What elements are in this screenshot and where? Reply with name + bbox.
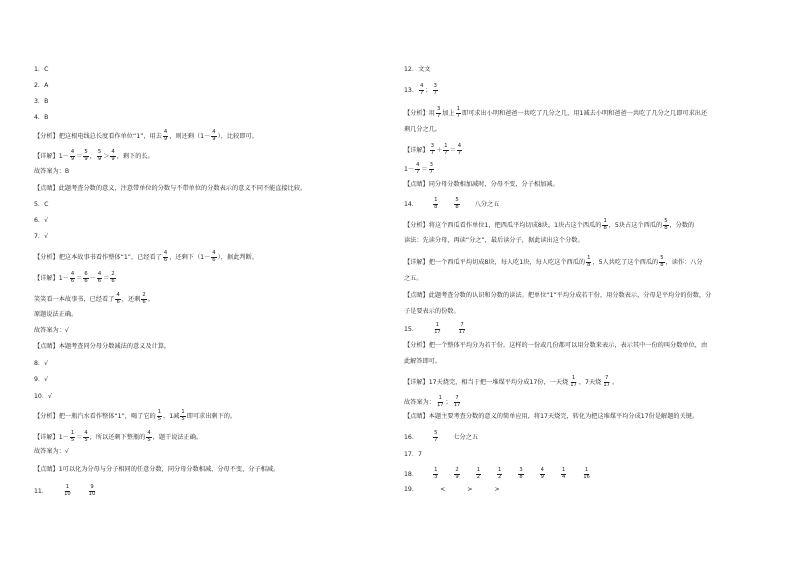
fraction [456,107,461,119]
text-run: 14． [404,201,419,209]
denominator: 6 [163,256,168,263]
text-run: 。 [147,296,154,304]
right-line [404,358,441,366]
fraction-sequence-item [476,468,481,480]
numerator: 1 [157,409,162,415]
text-run: 此解答即可。 [404,358,442,365]
text-run: ，则还剩（1－ [169,133,211,141]
numerator: 4 [147,430,151,436]
denominator: 17 [434,328,441,335]
fraction [436,107,441,119]
denominator: 2 [476,473,480,480]
fraction [163,130,168,142]
numerator: 5 [434,430,438,436]
text-run: 1－ [404,166,415,174]
left-line [34,150,154,162]
fraction [141,293,146,305]
fraction-sequence-item [582,468,591,480]
text-run: 13． [404,87,419,95]
text-run: 【详解】1－ [34,153,69,161]
text-run: ＝ [103,275,110,283]
text-run: ＝ [421,166,428,174]
left-line [34,393,52,401]
text-run: 笑笑看一本故事书，已经看了 [34,296,115,304]
fraction [458,323,467,335]
text-run: 即可求出小明和爸爸一共吃了几分之几，用1减去小明和爸爸一共吃了几分之几即可求出还 [461,110,708,118]
numerator: 5 [97,149,102,155]
left-line [34,431,202,443]
fraction-sequence-item [518,468,523,480]
fraction [211,251,216,263]
text-run: 故答案为：B [34,168,70,175]
text-run: 7．√ [34,233,49,240]
text-run: 【分析】将这个西瓜看作单位1，把西瓜平均切成8块，1块占这个西瓜的 [404,222,602,230]
text-run: 原题说法正确。 [34,311,78,318]
left-line [34,201,48,209]
denominator: 17 [436,401,444,408]
text-run: ＝ [449,147,456,155]
left-line [34,217,48,225]
numerator: 4 [540,467,544,473]
text-run: 15． [404,326,419,334]
fraction [110,150,115,162]
right-line [404,308,460,316]
numerator: 7 [605,375,609,381]
denominator: 7 [436,112,441,119]
comparison-sign: > [467,486,473,493]
fraction-sequence-item [433,468,438,480]
text-run: 4．B [34,114,49,121]
fraction [70,272,75,284]
fraction [433,84,438,96]
fraction [211,130,216,142]
right-line [404,84,439,96]
numerator: 1 [65,484,70,490]
numerator: 2 [455,467,459,473]
left-line [34,66,48,74]
numerator: 7 [455,395,459,401]
numerator: 1 [434,197,438,203]
text-run: ，剩下的长。 [116,153,154,161]
denominator: 7 [434,436,438,443]
right-line [404,107,707,119]
numerator: 4 [116,292,120,298]
text-run: 2．A [34,82,49,89]
text-run: 17．7 [404,451,422,458]
right-line [404,219,694,231]
text-run: 【点睛】本题主要考查分数的意义的简单应用，将17天烧完，转化为把这堆煤平均分成17份是解题的关键。 [404,413,699,420]
fraction [115,293,120,305]
numerator: 4 [212,250,216,256]
numerator: 4 [84,430,88,436]
fraction-sequence-item [454,468,459,480]
denominator: 17 [603,381,610,388]
right-line [404,323,467,335]
denominator: 9 [540,473,544,480]
numerator: 1 [498,467,502,473]
text-run: 故答案为： [404,399,435,407]
text-run: ，还剩下（1－ [169,254,211,262]
text-run: 【点睛】本题考查同分母分数减法的意义及计算。 [34,343,171,350]
right-line [404,413,698,421]
left-line [34,327,69,335]
left-line [34,410,236,422]
denominator: 6 [212,256,216,263]
denominator: 9 [97,155,102,162]
text-run: 八分之五 [474,201,500,209]
text-run: 加上 [442,110,455,118]
right-line [404,275,423,283]
text-run: ，题干说法正确。 [152,434,203,442]
left-line [34,466,279,474]
denominator: 5 [84,436,88,443]
text-run: 【详解】1－ [34,434,69,442]
left-line [34,376,48,384]
denominator: 7 [429,168,433,175]
text-run: ＞ [103,153,110,161]
numerator: 6 [84,271,88,277]
text-run: ），据此判断。 [217,254,258,262]
text-run: 11． [34,488,49,496]
fraction [97,272,102,284]
left-line [34,114,48,122]
numerator: 4 [420,83,424,89]
text-run: ，分数的 [669,222,695,230]
text-run: ＝ [76,434,83,442]
denominator: 2 [498,473,502,480]
numerator: 5 [84,149,88,155]
denominator: 6 [142,298,146,305]
left-line [34,293,154,305]
text-run: 9．√ [34,376,49,383]
denominator: 17 [570,381,577,388]
right-line [404,66,430,74]
text-run: 6．√ [34,217,49,224]
numerator: 1 [603,218,607,224]
numerator: 4 [163,250,168,256]
text-run: ），比较即可。 [217,133,258,141]
fraction [602,376,611,388]
fraction [443,144,448,156]
fraction [659,256,664,268]
fraction [663,219,668,231]
fraction [97,150,102,162]
denominator: 5 [147,436,151,443]
comparison-sign: < [440,486,446,493]
numerator: 1 [435,322,440,328]
denominator: 6 [97,277,102,284]
left-line [34,448,69,456]
denominator: 8 [664,224,668,231]
text-run: ＝ [76,153,83,161]
numerator: 3 [436,106,441,112]
text-run: ，还剩 [121,296,141,304]
numerator: 4 [111,149,115,155]
right-line [404,376,618,388]
numerator: 1 [444,143,448,149]
numerator: 4 [70,149,75,155]
fraction-sequence-item [497,468,502,480]
left-line [34,168,69,176]
numerator: 4 [163,129,168,135]
right-line [404,431,478,443]
denominator: 6 [111,277,115,284]
text-run: ，5人共吃了这个西瓜的 [592,259,659,267]
numerator: 4 [212,129,216,135]
fraction-sequence-item [561,468,566,480]
text-run: 【详解】1－ [34,275,69,283]
fraction [429,163,434,175]
left-line [34,130,258,142]
text-run: ，读作：八分 [665,259,703,267]
denominator: 8 [519,473,523,480]
fraction [433,323,442,335]
left-line [34,485,97,497]
fraction [602,219,607,231]
numerator: 1 [584,467,589,473]
left-line [34,233,48,241]
numerator: 5 [455,197,459,203]
text-run: 8．√ [34,360,49,367]
right-line [404,126,441,134]
numerator: 1 [70,430,75,436]
text-run: 【点睛】1可以化为分母与分子相同的任意分数，同分母分数相减，分母不变，分子相减。 [34,466,280,473]
item-number: 18． [404,471,419,479]
denominator: 5 [70,436,75,443]
left-line [34,251,258,263]
denominator: 17 [453,401,461,408]
denominator: 7 [456,112,460,119]
left-line [34,185,306,193]
left-line [34,360,48,368]
numerator: 4 [416,162,420,168]
right-line [404,256,703,268]
text-run: 【点睛】此题考查分数的意义，注意带单位的分数与不带单位的分数表示的意义不同不能直接比较。 [34,185,307,192]
numerator: 5 [660,255,664,261]
fraction [146,431,151,443]
denominator: 7 [433,89,437,96]
text-run: 七分之五 [453,434,479,442]
text-run: 【点睛】此题考查分数的认识和分数的读法。把单位“1”平均分成若干份，用分数表示，分母是平均分的份数，分 [404,292,712,299]
text-run: ＝ [76,275,83,283]
denominator: 10 [64,490,71,497]
text-run: ，1减 [163,413,180,421]
text-run: 【详解】17天烧完，相当于把一堆煤平均分成17份，一天烧 [404,379,569,387]
text-run: 【分析】把这本故事书看作整体“1”，已经看了 [34,254,162,262]
fraction [157,410,162,422]
text-run: 子是要表示的份数。 [404,308,460,315]
denominator: 8 [587,261,591,268]
text-run: 【分析】把一个整体平均分为若干份，这样的一份或几份都可以用分数来表示，表示其中一份的叫分数单位，由 [404,342,708,349]
fraction [180,410,185,422]
denominator: 7 [444,149,448,156]
left-line [34,343,170,351]
fraction-sequence-item [540,468,545,480]
right-line [404,342,707,350]
text-run: ，所以还剩下整瓶的 [89,434,146,442]
denominator: 16 [583,473,590,480]
denominator: 8 [603,224,607,231]
numerator: 9 [90,484,94,490]
fraction [419,84,424,96]
text-run: 读法：先读分母，再读“分之”，最后读分子，据此读出这个分数。 [404,237,584,244]
text-run: ＋ [436,147,443,155]
right-line [404,292,711,300]
text-run: 5．C [34,201,49,208]
denominator: 17 [458,328,466,335]
denominator: 9 [70,155,75,162]
text-run: 12．文文 [404,66,431,73]
denominator: 9 [84,155,88,162]
numerator: 2 [111,271,115,277]
fraction [430,144,435,156]
denominator: 3 [434,473,438,480]
text-run: ，7天烧 [578,379,602,387]
left-line [34,311,77,319]
numerator: 1 [587,255,591,261]
fraction [110,272,115,284]
fraction [70,431,75,443]
item-number: 19． [404,486,419,493]
denominator: 9 [455,473,459,480]
numerator: 3 [430,143,435,149]
denominator: 10 [88,490,96,497]
left-line [34,82,48,90]
numerator: 1 [561,467,566,473]
fraction [433,198,438,210]
numerator: 4 [70,271,75,277]
text-run: ，5块占这个西瓜的 [608,222,663,230]
comparison-sign: > [494,486,500,493]
numerator: 3 [433,83,437,89]
right-line [404,451,422,459]
denominator: 9 [163,135,168,142]
numerator: 2 [142,292,146,298]
text-run: 之五。 [404,275,423,282]
numerator: 1 [456,106,460,112]
fraction [415,163,420,175]
right-line [404,486,500,494]
text-run: 【分析】把一瓶汽水看作整体“1”，喝了它的 [34,413,156,421]
fraction [163,251,168,263]
numerator: 3 [429,162,433,168]
denominator: 5 [181,415,185,422]
denominator: 4 [561,473,566,480]
left-line [34,98,48,106]
numerator: 5 [664,218,668,224]
right-line [404,163,435,175]
denominator: 5 [157,415,162,422]
text-run: 3．B [34,98,49,105]
denominator: 7 [457,149,462,156]
fraction [83,272,88,284]
denominator: 6 [84,277,88,284]
numerator: 1 [476,467,480,473]
numerator: 4 [457,143,462,149]
fraction [569,376,578,388]
denominator: 8 [434,203,438,210]
fraction [63,485,72,497]
fraction [586,256,591,268]
denominator: 9 [111,155,115,162]
right-line [404,396,462,408]
text-run: ， [89,153,96,161]
numerator: 4 [97,271,102,277]
right-line [404,144,463,156]
fraction [433,431,438,443]
fraction [457,144,462,156]
fraction [83,431,88,443]
fraction [88,485,97,497]
text-run: 【详解】把一个西瓜平均切成8块，每人吃1块，每人吃这个西瓜的 [404,259,586,267]
denominator: 7 [430,149,435,156]
text-run: 【点睛】同分母分数相加减时，分母不变，分子相加减。 [404,181,559,188]
denominator: 7 [420,89,424,96]
right-line [404,181,559,189]
text-run: 故答案为：√ [34,448,69,455]
numerator: 1 [438,395,442,401]
numerator: 1 [571,375,576,381]
text-run: 【分析】把这根电线总长度看作单位“1”，用去 [34,133,162,141]
right-line [404,198,499,210]
fraction [70,150,75,162]
text-run: 16． [404,434,419,442]
numerator: 7 [460,322,464,328]
text-run: ； [425,87,432,95]
numerator: 1 [181,409,185,415]
text-run: － [89,275,96,283]
fraction [453,396,462,408]
text-run: 10．√ [34,393,53,400]
text-run: 1．C [34,66,49,73]
text-run: 即可求出剩下的。 [186,413,237,421]
fraction [83,150,88,162]
fraction [454,198,459,210]
denominator: 8 [660,261,664,268]
denominator: 6 [70,277,75,284]
text-run: 【详解】 [404,147,429,155]
text-run: 。 [611,379,619,387]
separator: ； [445,399,452,407]
text-run: 【分析】用 [404,110,435,118]
denominator: 7 [416,168,420,175]
numerator: 1 [434,467,438,473]
denominator: 8 [455,203,459,210]
fraction [436,396,445,408]
right-line [404,468,592,480]
left-line [34,272,117,284]
numerator: 3 [519,467,523,473]
right-line [404,237,584,245]
text-run: 剩几分之几。 [404,126,442,133]
text-run: 故答案为：√ [34,327,69,334]
denominator: 6 [116,298,120,305]
denominator: 9 [212,135,216,142]
